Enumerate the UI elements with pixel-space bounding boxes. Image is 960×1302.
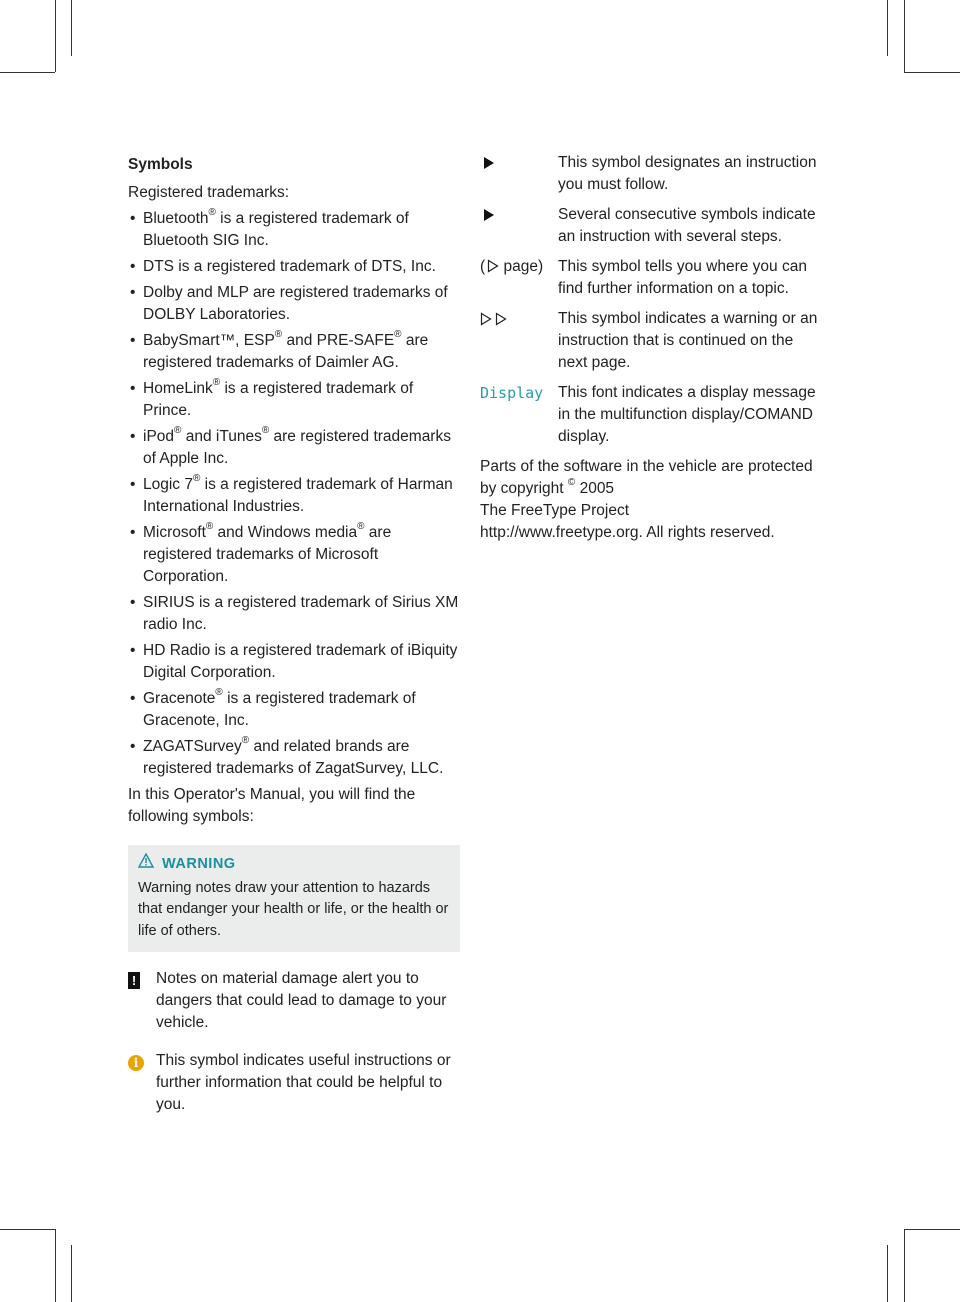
trademark-text: are registered trademarks of Apple Inc. — [143, 428, 451, 467]
trademark-item — [128, 256, 460, 278]
trademark-text: is a registered trademark of Bluetooth SIG Inc. — [143, 210, 409, 249]
manual-symbols-text: In this Operator's Manual, you will find the following symbols: — [128, 786, 416, 825]
trademark-text: ® — [205, 520, 214, 532]
trademark-text: ® — [192, 472, 201, 484]
instruction-arrow-icon — [480, 204, 558, 248]
symbol-description: This symbol tells you where you can find further information on a topic. — [558, 258, 807, 297]
left-column — [128, 152, 460, 1116]
trademark-item — [128, 688, 460, 732]
trademark-text: ® — [208, 206, 216, 218]
trademark-text: Gracenote — [143, 690, 216, 707]
trademark-text: and related brands are registered trademarks of ZagatSurvey, LLC. — [143, 738, 444, 777]
trademark-text: ® — [394, 328, 402, 340]
trademark-text: Dolby and MLP are registered trademarks of DOLBY Laboratories. — [143, 284, 448, 323]
warning-box — [128, 845, 460, 952]
section-heading: Symbols — [128, 156, 193, 173]
trademark-text: is a registered trademark of Harman International Industries. — [143, 476, 453, 515]
trademark-item — [128, 640, 460, 684]
trademarks-intro: Registered trademarks: — [128, 184, 290, 201]
trademark-text: and Windows media — [213, 524, 358, 541]
display-font-sample — [480, 382, 558, 448]
copyright-symbol: © — [567, 476, 576, 488]
instruction-arrow-icon — [480, 152, 558, 196]
warning-title: WARNING — [162, 855, 236, 872]
bullet-icon: • — [130, 476, 136, 493]
trademark-text: ® — [212, 376, 221, 388]
exclamation-icon: ! — [128, 970, 140, 992]
trademark-item — [128, 736, 460, 780]
warning-header — [138, 853, 452, 876]
info-note — [128, 1050, 460, 1116]
crop-mark — [0, 1229, 55, 1230]
crop-mark — [904, 0, 905, 72]
trademark-text: Microsoft — [143, 524, 206, 541]
damage-note-text: Notes on material damage alert you to dangers that could lead to damage to your vehicle. — [156, 970, 447, 1031]
bullet-icon: • — [130, 284, 136, 301]
bullet-icon: • — [130, 258, 136, 275]
damage-note — [128, 968, 460, 1034]
trademark-text: SIRIUS is a registered trademark of Sirius XM radio Inc. — [143, 594, 459, 633]
warning-triangle-icon — [138, 853, 162, 876]
symbol-row — [480, 204, 820, 248]
trademark-text: iPod — [143, 428, 175, 445]
trademark-text: ® — [174, 424, 182, 436]
crop-mark — [887, 0, 888, 56]
symbol-row — [480, 152, 820, 196]
bullet-icon: • — [130, 524, 136, 541]
symbol-description: This symbol indicates a warning or an instruction that is continued on the next page. — [558, 310, 818, 371]
continued-arrows-icon — [480, 308, 558, 374]
symbol-description: Several consecutive symbols indicate an instruction with several steps. — [558, 206, 816, 245]
warning-body: Warning notes draw your attention to hazards that endanger your health or life, or the health or life of others. — [138, 879, 449, 939]
trademark-item — [128, 474, 460, 518]
bullet-icon: • — [130, 642, 136, 659]
trademark-text: Bluetooth — [143, 210, 209, 227]
crop-mark — [55, 0, 56, 72]
trademark-list — [128, 208, 460, 780]
bullet-icon: • — [130, 428, 136, 445]
trademark-text: ® — [241, 734, 250, 746]
trademark-item — [128, 378, 460, 422]
crop-mark — [904, 1229, 960, 1230]
crop-mark — [904, 72, 960, 73]
symbol-row — [480, 256, 820, 300]
copyright-block — [480, 456, 820, 544]
right-column — [480, 152, 820, 544]
trademark-item — [128, 522, 460, 588]
symbol-description: This symbol designates an instruction you must follow. — [558, 154, 817, 193]
trademark-text: and PRE-SAFE — [282, 332, 395, 349]
page-ref-close: page) — [499, 258, 544, 275]
trademark-text: are registered trademarks of Microsoft Corporation. — [143, 524, 392, 585]
trademark-text: is a registered trademark of Gracenote, Inc. — [143, 690, 416, 729]
trademark-text: ZAGATSurvey — [143, 738, 242, 755]
crop-mark — [0, 72, 55, 73]
freetype-url: http://www.freetype.org. All rights reserved. — [480, 524, 775, 541]
copyright-text: Parts of the software in the vehicle are protected by copyright — [480, 458, 813, 497]
crop-mark — [55, 1229, 56, 1302]
bullet-icon: • — [130, 380, 136, 397]
display-font-text: Display — [480, 384, 544, 402]
info-icon: i — [128, 1052, 144, 1074]
info-note-text: This symbol indicates useful instructions or further information that could be helpful to you. — [156, 1052, 451, 1113]
crop-mark — [904, 1229, 905, 1302]
trademark-text: ® — [261, 424, 270, 436]
trademark-text: are registered trademarks of Daimler AG. — [143, 332, 429, 371]
crop-mark — [71, 1245, 72, 1302]
page-arrow-icon — [485, 258, 499, 275]
trademark-item — [128, 592, 460, 636]
trademark-text: BabySmart™, ESP — [143, 332, 275, 349]
bullet-icon: • — [130, 738, 136, 755]
trademark-text: HD Radio is a registered trademark of iBiquity Digital Corporation. — [143, 642, 458, 681]
crop-mark — [887, 1245, 888, 1302]
bullet-icon: • — [130, 210, 136, 227]
symbol-row — [480, 308, 820, 374]
trademark-text: is a registered trademark of Prince. — [143, 380, 414, 419]
trademark-item — [128, 282, 460, 326]
bullet-icon: • — [130, 332, 136, 349]
symbol-row — [480, 382, 820, 448]
trademark-text: Logic 7 — [143, 476, 193, 493]
copyright-year: 2005 — [575, 480, 615, 497]
symbol-description: This font indicates a display message in the multifunction display/COMAND display. — [558, 384, 816, 445]
trademark-text: DTS is a registered trademark of DTS, Inc. — [143, 258, 436, 275]
trademark-item — [128, 208, 460, 252]
trademark-text: ® — [215, 686, 223, 698]
page-ref-open: ( — [480, 258, 486, 275]
bullet-icon: • — [130, 690, 136, 707]
page-reference-symbol — [480, 256, 558, 300]
bullet-icon: • — [130, 594, 136, 611]
trademark-text: ® — [274, 328, 283, 340]
trademark-text: and iTunes — [181, 428, 262, 445]
trademark-item — [128, 426, 460, 470]
crop-mark — [71, 0, 72, 56]
trademark-text: HomeLink — [143, 380, 213, 397]
trademark-item — [128, 330, 460, 374]
freetype-project: The FreeType Project — [480, 502, 630, 519]
trademark-text: ® — [357, 520, 365, 532]
